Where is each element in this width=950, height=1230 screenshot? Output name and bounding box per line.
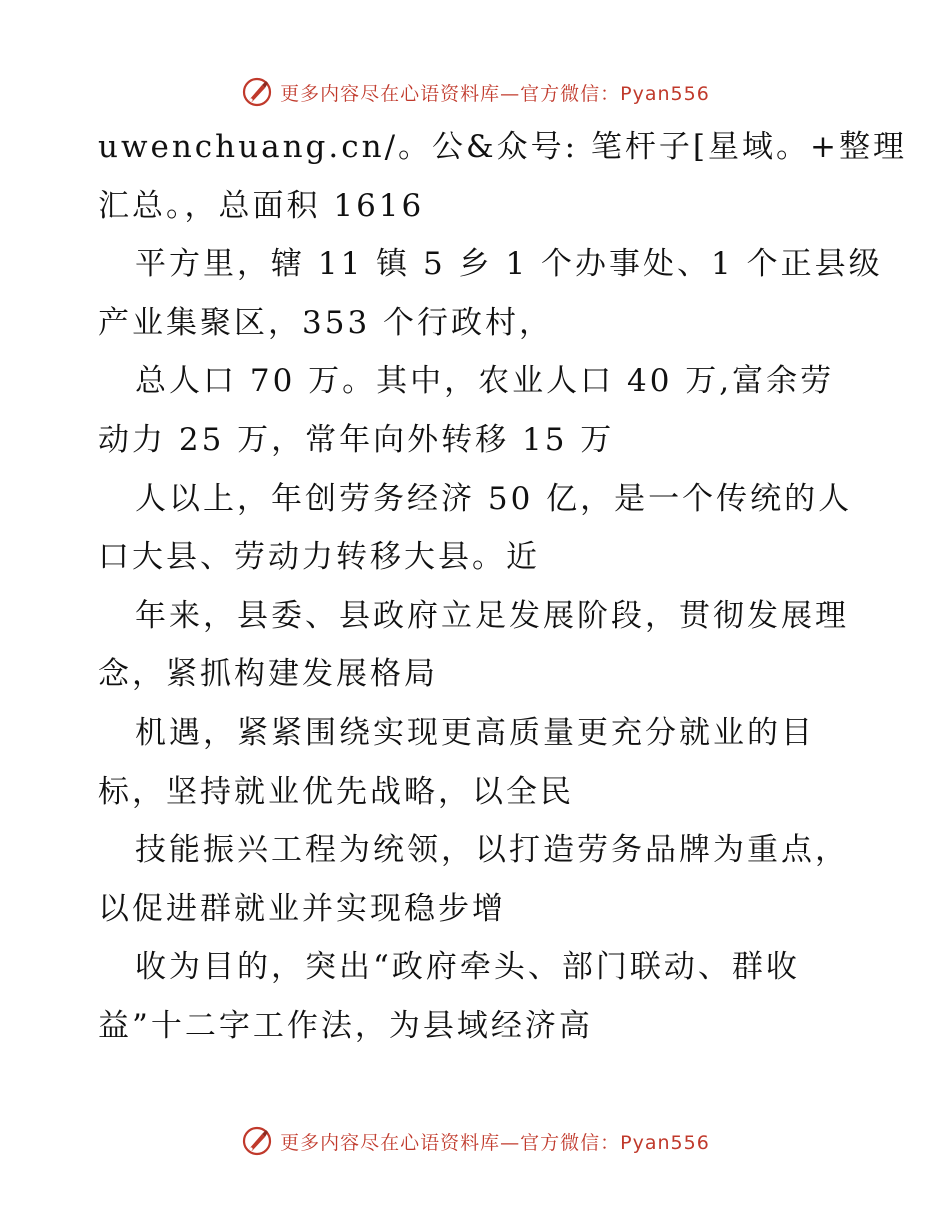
text-line: uwenchuang.cn/。公&众号: 笔杆子[星域。+整理 (98, 129, 907, 165)
text-line: 技能振兴工程为统领，以打造劳务品牌为重点， (135, 832, 849, 869)
text-line: 平方里，辖 11 镇 5 乡 1 个办事处、1 个正县级 (135, 246, 883, 283)
text-line: 收为目的，突出“政府牵头、部门联动、群收 (135, 949, 800, 986)
text-line: 汇总。，总面积 1616 (98, 187, 425, 224)
body-text (98, 118, 907, 1056)
header-watermark (0, 72, 950, 112)
pen-logo-icon (240, 1124, 274, 1158)
text-line: 总人口 70 万。其中，农业人口 40 万,富余劳 (135, 363, 835, 400)
pen-logo-icon (240, 75, 274, 109)
text-line: 机遇，紧紧围绕实现更高质量更充分就业的目 (135, 714, 815, 751)
watermark-wechat-id: Pyan556 (620, 82, 710, 105)
watermark-text: 更多内容尽在心语资料库—官方微信：Pyan556 (280, 82, 710, 105)
watermark-wechat-id: Pyan556 (620, 1131, 710, 1154)
text-line: 动力 25 万，常年向外转移 15 万 (98, 421, 615, 458)
text-line: 口大县、劳动力转移大县。近 (98, 539, 540, 576)
watermark-text: 更多内容尽在心语资料库—官方微信：Pyan556 (280, 1131, 710, 1154)
text-line: 年来，县委、县政府立足发展阶段，贯彻发展理 (135, 597, 849, 634)
text-line: 标，坚持就业优先战略，以全民 (98, 773, 574, 810)
text-line: 益”十二字工作法，为县域经济高 (98, 1007, 593, 1044)
footer-watermark (0, 1121, 950, 1161)
text-line: 产业集聚区，353 个行政村， (98, 304, 554, 341)
text-line: 以促进群就业并实现稳步增 (98, 890, 506, 927)
text-line: 人以上，年创劳务经济 50 亿，是一个传统的人 (135, 480, 853, 517)
text-line: 念，紧抓构建发展格局 (98, 656, 438, 693)
